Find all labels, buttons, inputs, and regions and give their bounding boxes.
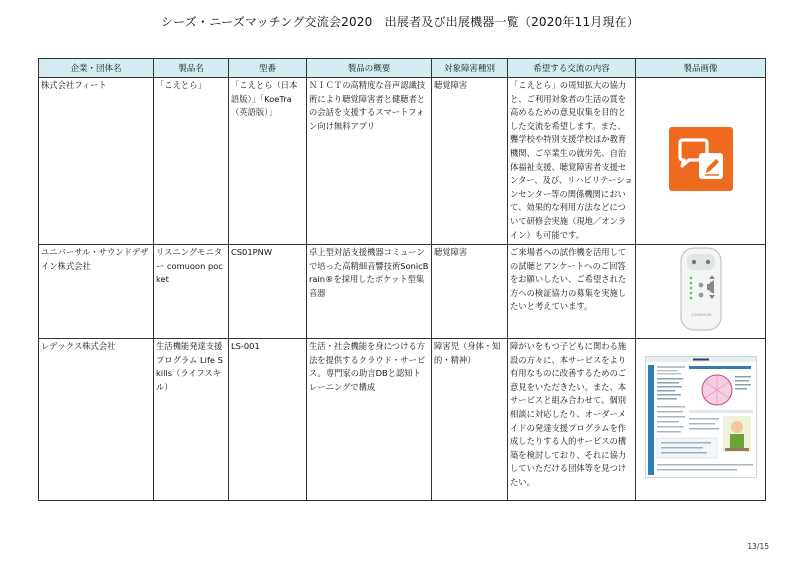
cell-company: 株式会社フィート [39,78,154,245]
cell-product: 「こえとら」 [154,78,229,245]
cell-product: 生活機能発達支援プログラム Life Skills（ライフスキル） [154,339,229,501]
table-row [39,339,766,501]
cell-company: ユニバーサル・サウンドデザイン株式会社 [39,245,154,339]
cell-image [636,78,766,245]
column-header-company: 企業・団体名 [39,59,154,78]
cell-exchange: ご来場者への試作機を活用しての試聴とアンケートへのご回答をお願いしたい、ご希望された方への検証協力の募集を実施したいと考えています。 [508,245,636,339]
cell-model: CS01PNW [229,245,307,339]
column-header-disability: 対象障害種別 [432,59,508,78]
cell-exchange: 「こえとら」の周知拡大の協力と、ご利用対象者の生活の質を高めるための意見収集を目的とした交流を希望します。また、聾学校や特別支援学校ほか教育機関、ご卒業生の就労先、自治体福祉支援、聴覚障害者支援センター、及び、リハビリテーションセンター等の関係機関において、効果的な利用方法などについて研修会実施（現地／オンライン）も可能です。 [508,78,636,245]
cell-exchange: 障がいをもつ子どもに関わる施設の方々に、本サービスをより有用なものに改善するためのご意見をいただきたい。また、本サービスと組み合わせて、個別相談に対応したり、オーダーメイドの発達支援プログラムを作成したりする人的サービスの構築を検討しており、それに協力していただける団体等を見つけたい。 [508,339,636,501]
cell-image [636,245,766,339]
page-title: シーズ・ニーズマッチング交流会2020 出展者及び出展機器一覧（2020年11月現在） [160,15,640,29]
speech-bubble-app-icon [669,127,733,191]
cell-overview: 卓上型対話支援機器コミューンで培った高精細音響技術SonicBrain®を採用したポケット型集音器 [307,245,432,339]
pocket-sound-collector-device [678,246,724,332]
cell-model: 「こえとら（日本語版）」「KoeTra（英語版）」 [229,78,307,245]
column-header-overview: 製品の概要 [307,59,432,78]
table-row [39,245,766,339]
cell-model: LS-001 [229,339,307,501]
cell-image [636,339,766,501]
web-service-screenshot [645,356,757,478]
cell-disability: 聴覚障害 [432,78,508,245]
table-header-row [39,59,766,78]
column-header-model: 型番 [229,59,307,78]
table-row [39,78,766,245]
cell-overview: 生活・社会機能を身につける方法を提供するクラウド・サービス。専門家の助言DBと認知トレーニングで構成 [307,339,432,501]
cell-company: レデックス株式会社 [39,339,154,501]
cell-disability: 障害児（身体・知的・精神） [432,339,508,501]
exhibitor-table [38,58,766,501]
column-header-image: 製品画像 [636,59,766,78]
page-number: 13/15 [747,542,769,551]
cell-product: リスニングモニター comuoon pocket [154,245,229,339]
cell-overview: ＮＩＣＴの高精度な音声認識技術により聴覚障害者と健聴者との会話を支援するスマートフォン向け無料アプリ [307,78,432,245]
cell-disability: 聴覚障害 [432,245,508,339]
device-brand-label: COMUOON [690,312,711,318]
column-header-exchange: 希望する交流の内容 [508,59,636,78]
column-header-product: 製品名 [154,59,229,78]
